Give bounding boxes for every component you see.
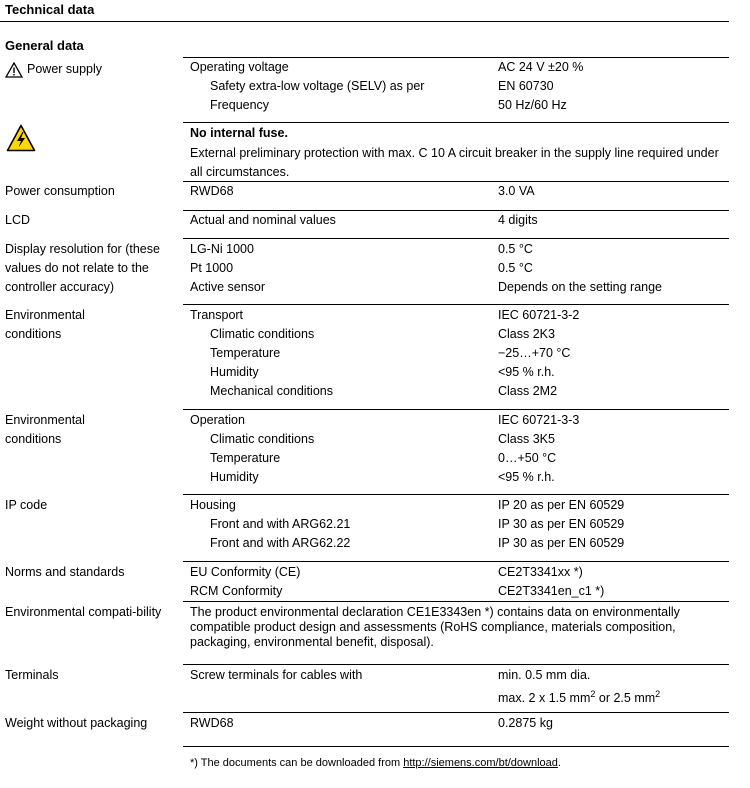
transport-temp-value: −25…+70 °C bbox=[498, 346, 571, 360]
resolution-lgni-key: LG-Ni 1000 bbox=[190, 242, 254, 256]
transport-humidity-value: <95 % r.h. bbox=[498, 365, 555, 379]
arg6221-value: IP 30 as per EN 60529 bbox=[498, 517, 625, 531]
terminals-max-a: max. 2 x 1.5 mm bbox=[498, 691, 591, 706]
label-env-compat: Environmental compati-bility bbox=[5, 605, 162, 619]
eu-conformity-value: CE2T3341xx *) bbox=[498, 565, 583, 579]
operation-humidity-key: Humidity bbox=[210, 470, 259, 484]
label-terminals: Terminals bbox=[5, 668, 59, 682]
label-ip-code: IP code bbox=[5, 498, 48, 512]
label-weight: Weight without packaging bbox=[5, 716, 148, 730]
page-title: Technical data bbox=[5, 2, 95, 17]
footnote-rule bbox=[183, 746, 729, 747]
warning-triangle-icon bbox=[5, 62, 23, 78]
operation-temp-value: 0…+50 °C bbox=[498, 451, 557, 465]
fuse-title: No internal fuse. bbox=[190, 126, 288, 140]
rcm-conformity-key: RCM Conformity bbox=[190, 584, 283, 598]
terminals-max-value bbox=[498, 685, 660, 708]
footnote-text: *) The documents can be downloaded from bbox=[190, 757, 404, 769]
row-rule bbox=[183, 664, 729, 665]
transport-key: Transport bbox=[190, 308, 244, 322]
operating-voltage-key: Operating voltage bbox=[190, 60, 289, 74]
row-rule bbox=[183, 712, 729, 713]
env-compat-text: The product environmental declaration CE1E3343en *) contains data on environmentally compatible product design and assessments (RoHS compliance, materials composition, packaging, environmental benefit, disposal). bbox=[190, 605, 680, 649]
label-display-resolution: Display resolution for (these values do not relate to the controller accuracy) bbox=[5, 242, 160, 294]
row-rule bbox=[183, 561, 729, 562]
high-voltage-icon bbox=[6, 124, 36, 152]
terminals-max-b: or 2.5 mm bbox=[595, 691, 656, 706]
rcm-conformity-value: CE2T3341en_c1 *) bbox=[498, 584, 605, 598]
selv-key: Safety extra-low voltage (SELV) as per bbox=[210, 79, 425, 93]
resolution-active-value: Depends on the setting range bbox=[498, 280, 663, 294]
frequency-value: 50 Hz/60 Hz bbox=[498, 98, 567, 112]
terminals-min-value: min. 0.5 mm dia. bbox=[498, 668, 591, 682]
terminals-key: Screw terminals for cables with bbox=[190, 668, 363, 682]
housing-key: Housing bbox=[190, 498, 236, 512]
row-rule bbox=[183, 238, 729, 239]
transport-mech-key: Mechanical conditions bbox=[210, 384, 333, 398]
section-title: General data bbox=[5, 38, 84, 53]
operating-voltage-value: AC 24 V ±20 % bbox=[498, 60, 584, 74]
label-power-consumption: Power consumption bbox=[5, 184, 115, 198]
footnote bbox=[190, 757, 561, 769]
superscript-2: 2 bbox=[590, 689, 596, 699]
power-supply-label-text: Power supply bbox=[27, 62, 103, 76]
operation-humidity-value: <95 % r.h. bbox=[498, 470, 555, 484]
resolution-lgni-value: 0.5 °C bbox=[498, 242, 533, 256]
operation-climatic-value: Class 3K5 bbox=[498, 432, 555, 446]
housing-value: IP 20 as per EN 60529 bbox=[498, 498, 625, 512]
label-norms: Norms and standards bbox=[5, 565, 125, 579]
selv-value: EN 60730 bbox=[498, 79, 554, 93]
operation-climatic-key: Climatic conditions bbox=[210, 432, 315, 446]
header-rule bbox=[0, 21, 729, 22]
arg6222-value: IP 30 as per EN 60529 bbox=[498, 536, 625, 550]
weight-value: 0.2875 kg bbox=[498, 716, 553, 730]
label-env-operation: Environmental conditions bbox=[5, 413, 85, 446]
operation-value: IEC 60721-3-3 bbox=[498, 413, 580, 427]
transport-temp-key: Temperature bbox=[210, 346, 281, 360]
lcd-value: 4 digits bbox=[498, 213, 538, 227]
footnote-end: . bbox=[557, 757, 561, 769]
weight-key: RWD68 bbox=[190, 716, 234, 730]
transport-mech-value: Class 2M2 bbox=[498, 384, 558, 398]
transport-climatic-value: Class 2K3 bbox=[498, 327, 555, 341]
resolution-pt-value: 0.5 °C bbox=[498, 261, 533, 275]
arg6221-key: Front and with ARG62.21 bbox=[210, 517, 351, 531]
power-consumption-value: 3.0 VA bbox=[498, 184, 535, 198]
arg6222-key: Front and with ARG62.22 bbox=[210, 536, 351, 550]
fuse-text: External preliminary protection with max. C 10 A circuit breaker in the supply line required under all circumstances. bbox=[190, 146, 719, 179]
operation-temp-key: Temperature bbox=[210, 451, 281, 465]
eu-conformity-key: EU Conformity (CE) bbox=[190, 565, 301, 579]
download-link[interactable]: http://siemens.com/bt/download bbox=[403, 757, 558, 769]
power-consumption-key: RWD68 bbox=[190, 184, 234, 198]
operation-key: Operation bbox=[190, 413, 245, 427]
row-rule bbox=[183, 304, 729, 305]
resolution-active-key: Active sensor bbox=[190, 280, 266, 294]
row-rule bbox=[183, 409, 729, 410]
lcd-key: Actual and nominal values bbox=[190, 213, 336, 227]
row-rule bbox=[183, 122, 729, 123]
superscript-2: 2 bbox=[655, 689, 661, 699]
label-lcd: LCD bbox=[5, 213, 31, 227]
transport-humidity-key: Humidity bbox=[210, 365, 259, 379]
row-rule bbox=[183, 494, 729, 495]
transport-climatic-key: Climatic conditions bbox=[210, 327, 315, 341]
resolution-pt-key: Pt 1000 bbox=[190, 261, 234, 275]
transport-value: IEC 60721-3-2 bbox=[498, 308, 580, 322]
row-rule bbox=[183, 181, 729, 182]
label-env-transport: Environmental conditions bbox=[5, 308, 85, 341]
row-rule bbox=[183, 601, 729, 602]
frequency-key: Frequency bbox=[210, 98, 270, 112]
label-power-supply bbox=[5, 60, 102, 79]
